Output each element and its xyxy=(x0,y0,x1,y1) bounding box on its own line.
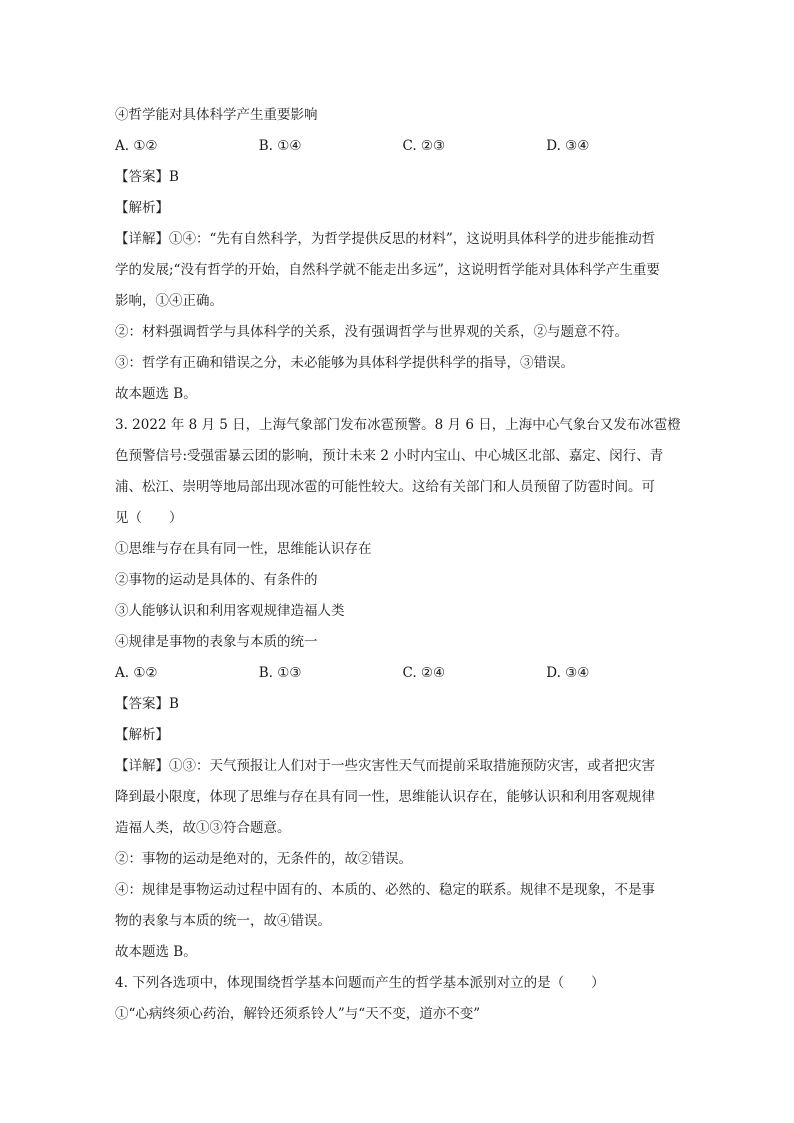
q2-option-b: B. ①④ xyxy=(258,138,302,154)
q3-detail-line: 【详解】①③：天气预报让人们对于一些灾害性天气而提前采取措施预防灾害，或者把灾害 xyxy=(115,758,655,774)
q3-item-4: ④规律是事物的表象与本质的统一 xyxy=(115,634,318,650)
document-body xyxy=(115,100,690,1030)
q2-detail-line: 【详解】①④：“先有自然科学，为哲学提供反思的材料”，这说明具体科学的进步能推动哲 xyxy=(115,231,656,247)
q3-option-b: B. ①③ xyxy=(258,665,302,681)
q2-item-4: ④哲学能对具体科学产生重要影响 xyxy=(115,107,318,123)
q3-detail-line: ②：事物的运动是绝对的，无条件的，故②错误。 xyxy=(115,851,412,867)
q3-option-a: A. ①② xyxy=(115,665,158,681)
q2-detail-line: 学的发展;“没有哲学的开始，自然科学就不能走出多远”，这说明哲学能对具体科学产生重要 xyxy=(115,262,660,278)
q3-answer: 【答案】B xyxy=(115,696,179,712)
q3-stem-line: 3. 2022 年 8 月 5 日，上海气象部门发布冰雹预警。8 月 6 日，上海中心气象台又发布冰雹橙 xyxy=(115,417,681,433)
q3-options xyxy=(115,658,690,689)
q3-detail-line: ④：规律是事物运动过程中固有的、本质的、必然的、稳定的联系。规律不是现象，不是事 xyxy=(115,882,655,898)
q3-stem-line: 色预警信号:受强雷暴云团的影响，预计未来 2 小时内宝山、中心城区北部、嘉定、闵行、青 xyxy=(115,448,664,464)
q3-detail-line: 造福人类，故①③符合题意。 xyxy=(115,820,291,836)
q2-detail-line: 影响，①④正确。 xyxy=(115,293,223,309)
q2-options xyxy=(115,131,690,162)
q3-detail-line: 物的表象与本质的统一，故④错误。 xyxy=(115,913,331,929)
q2-detail-line: ②：材料强调哲学与具体科学的关系，没有强调哲学与世界观的关系，②与题意不符。 xyxy=(115,324,628,340)
q3-detail-line: 降到最小限度，体现了思维与存在具有同一性，思维能认识存在，能够认识和利用客观规律 xyxy=(115,789,655,805)
q3-option-c: C. ②④ xyxy=(402,665,446,681)
q4-stem: 4. 下列各选项中，体现围绕哲学基本问题而产生的哲学基本派别对立的是（ ） xyxy=(115,975,605,991)
q3-analysis-label: 【解析】 xyxy=(115,727,169,743)
q2-conclusion: 故本题选 B。 xyxy=(115,386,197,402)
q3-item-3: ③人能够认识和利用客观规律造福人类 xyxy=(115,603,345,619)
q4-item-1: ①“心病终须心药治，解铃还须系铃人”与“天不变，道亦不变” xyxy=(115,1006,481,1022)
q3-option-d: D. ③④ xyxy=(546,665,590,681)
q3-stem-line: 浦、松江、崇明等地局部出现冰雹的可能性较大。这给有关部门和人员预留了防雹时间。可 xyxy=(115,479,655,495)
q2-detail-line: ③：哲学有正确和错误之分，未必能够为具体科学提供科学的指导，③错误。 xyxy=(115,355,574,371)
q2-answer: 【答案】B xyxy=(115,169,179,185)
q2-option-c: C. ②③ xyxy=(402,138,446,154)
q2-option-d: D. ③④ xyxy=(546,138,590,154)
q3-stem-line: 见（ ） xyxy=(115,510,183,526)
q3-item-2: ②事物的运动是具体的、有条件的 xyxy=(115,572,318,588)
q2-option-a: A. ①② xyxy=(115,138,158,154)
q3-item-1: ①思维与存在具有同一性，思维能认识存在 xyxy=(115,541,372,557)
q3-conclusion: 故本题选 B。 xyxy=(115,944,197,960)
q2-analysis-label: 【解析】 xyxy=(115,200,169,216)
